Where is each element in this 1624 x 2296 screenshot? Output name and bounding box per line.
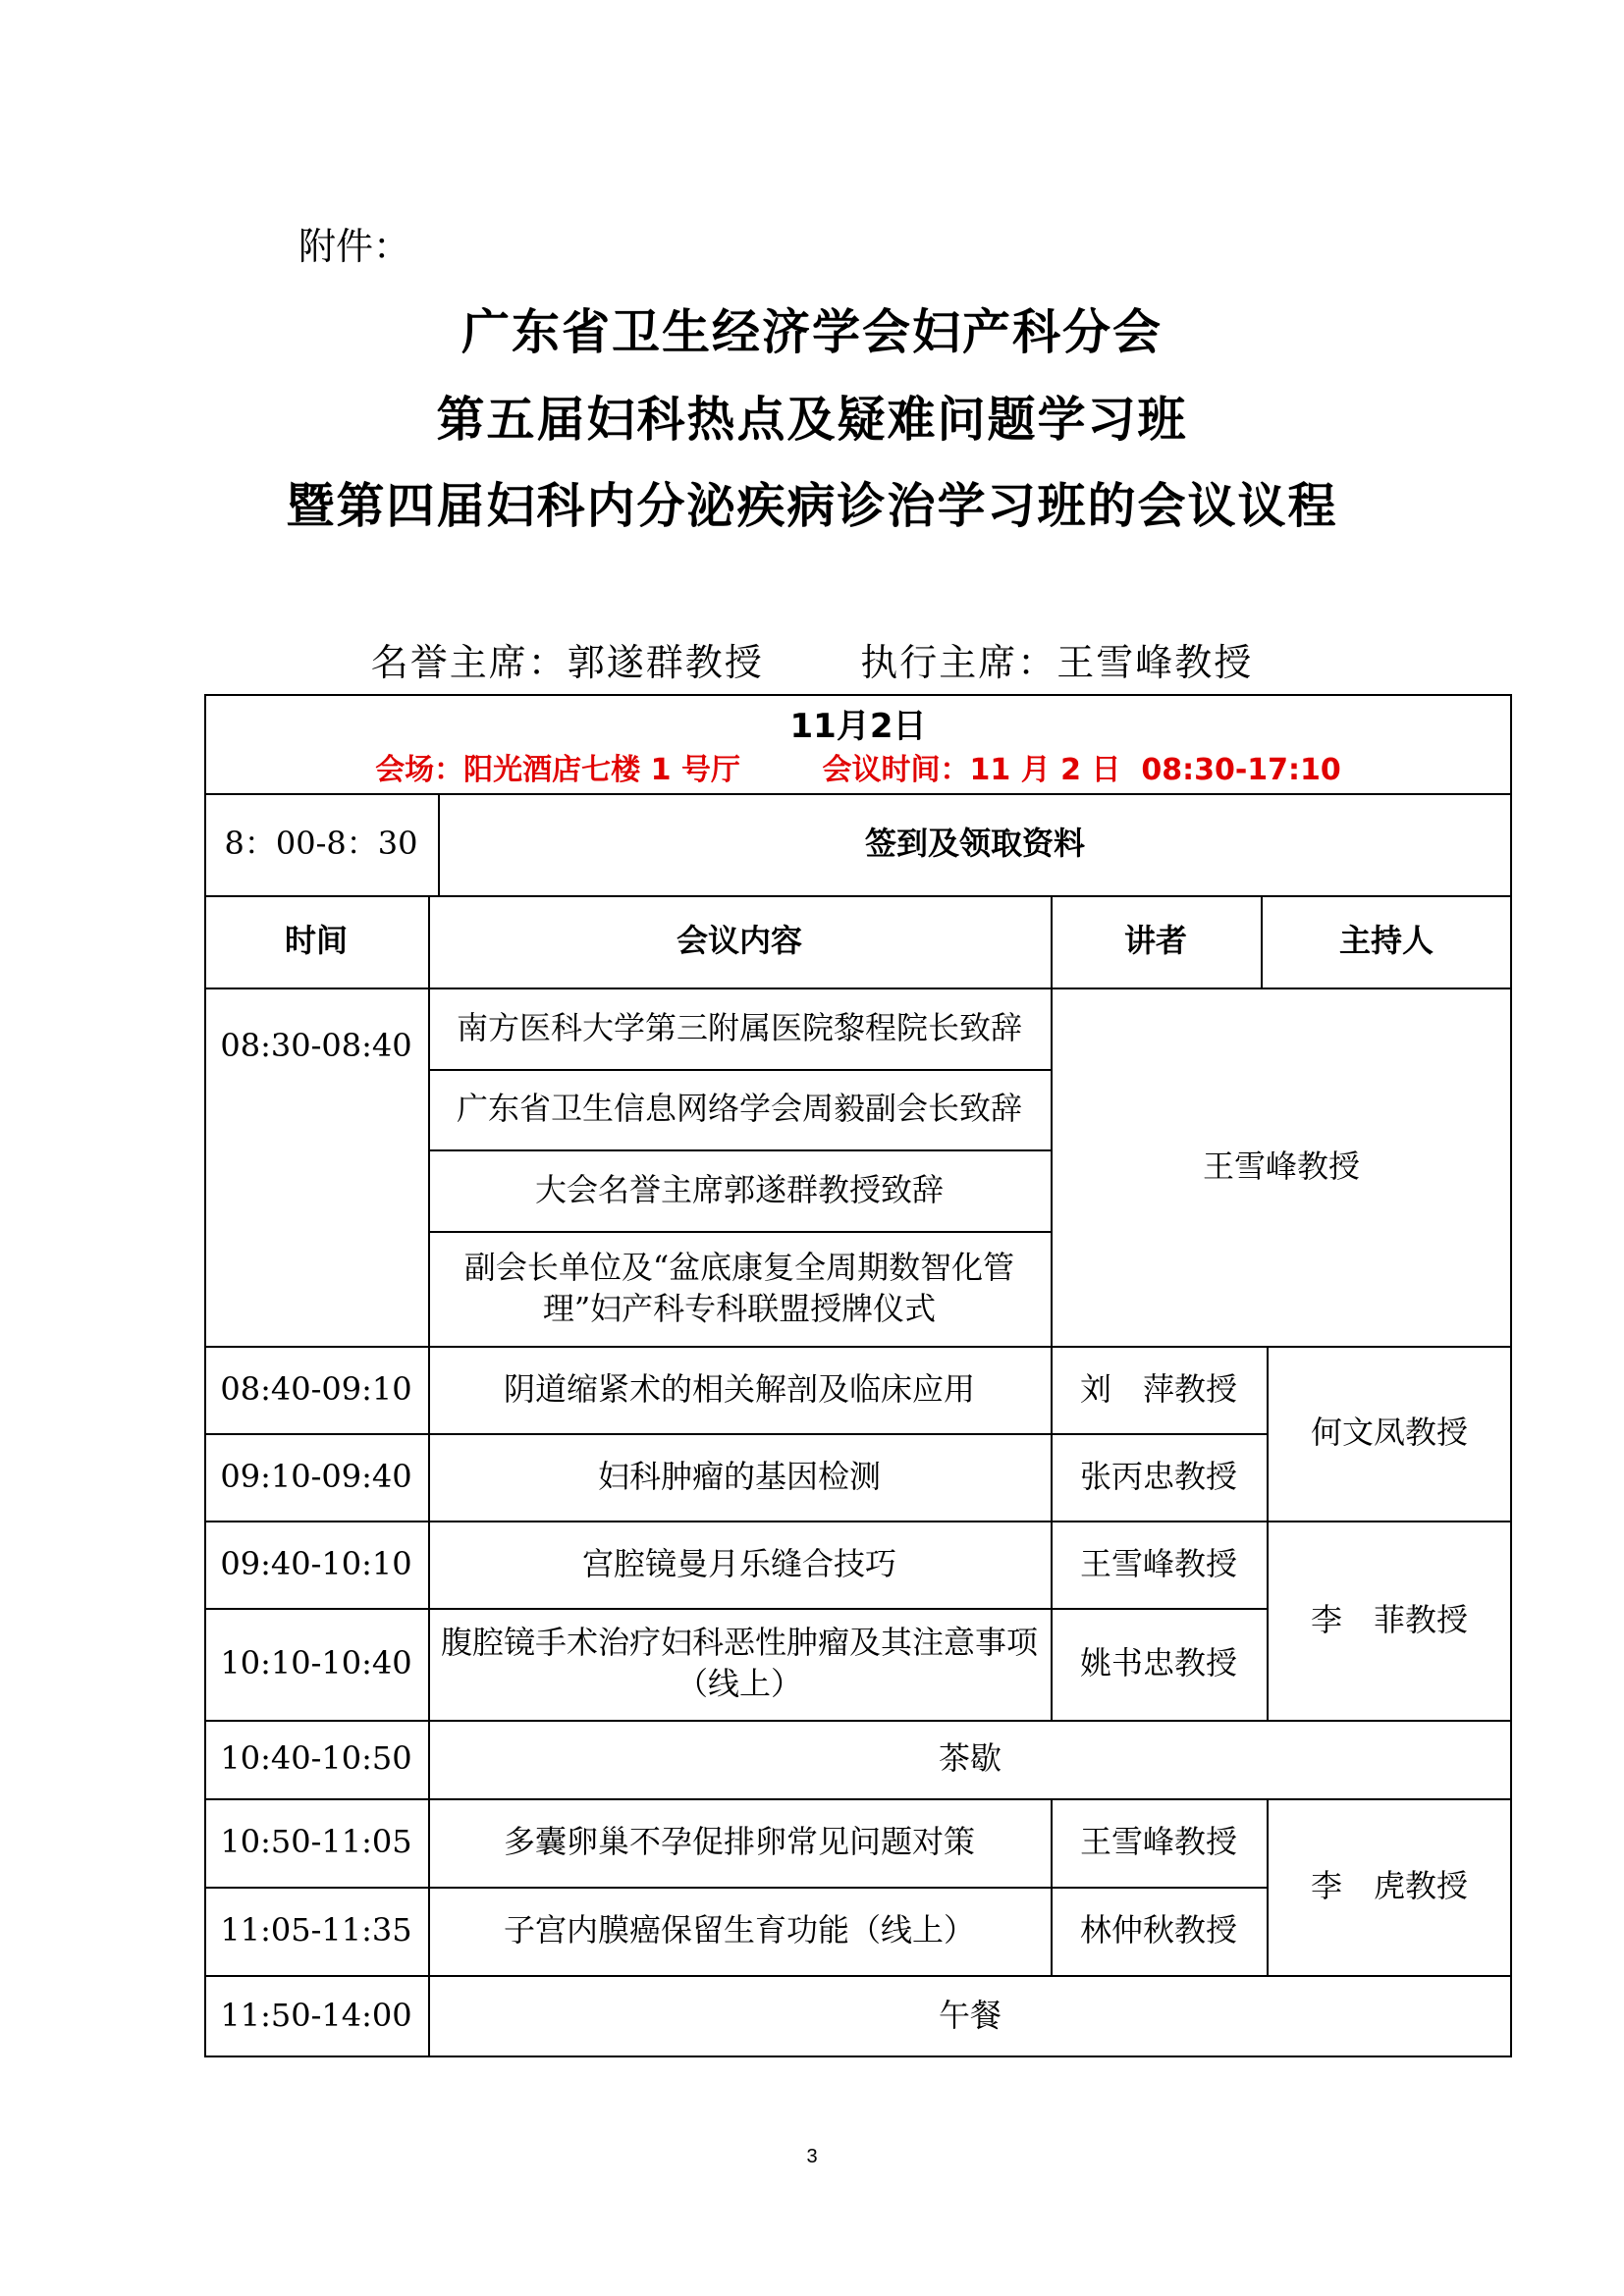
table-row-speaker: 刘 萍教授 — [1079, 1369, 1237, 1408]
registration-time: 8：00-8：30 — [224, 825, 418, 863]
registration-content: 签到及领取资料 — [864, 825, 1085, 863]
table-row-content: 阴道缩紧术的相关解剖及临床应用 — [503, 1369, 975, 1408]
session-host: 李 菲教授 — [1310, 1600, 1468, 1638]
title-line-3: 暨第四届妇科内分泌疾病诊治学习班的会议议程 — [286, 478, 1338, 534]
table-row-time: 11:05-11:35 — [220, 1911, 412, 1949]
table-row-content: 大会名誉主席郭遂群教授致辞 — [534, 1170, 944, 1208]
title-line-2: 第五届妇科热点及疑难问题学习班 — [436, 392, 1188, 448]
attachment-label: 附件： — [298, 225, 411, 268]
header-speaker: 讲者 — [1123, 922, 1187, 960]
table-row-content: 副会长单位及“盆底康复全周期数智化管理”妇产科专科联盟授牌仪式 — [463, 1248, 1015, 1327]
table-row-time: 10:40-10:50 — [220, 1739, 412, 1778]
table-row-time: 10:10-10:40 — [220, 1644, 412, 1682]
lunch: 午餐 — [938, 1997, 1001, 2035]
table-row-content: 妇科肿瘤的基因检测 — [597, 1457, 881, 1495]
table-row-speaker: 王雪峰教授 — [1079, 1823, 1237, 1861]
chairs-line — [0, 632, 1624, 686]
table-row-speaker: 姚书忠教授 — [1079, 1644, 1237, 1682]
table-row-content: 南方医科大学第三附属医院黎程院长致辞 — [456, 1008, 1022, 1046]
table-row-content: 子宫内膜癌保留生育功能（线上） — [503, 1911, 975, 1949]
table-row-time: 11:50-14:00 — [220, 1997, 412, 2035]
honorary-chair: 名誉主席：郭遂群教授 — [370, 641, 764, 684]
header-content: 会议内容 — [676, 922, 802, 960]
table-row-time: 09:10-09:40 — [220, 1457, 412, 1495]
table-row-time: 08:40-09:10 — [220, 1369, 412, 1408]
executive-chair: 执行主席：王雪峰教授 — [860, 641, 1254, 684]
meeting-time: 会议时间：11 月 2 日 08:30-17:10 — [822, 752, 1341, 787]
session-host: 何文凤教授 — [1310, 1414, 1468, 1452]
header-time: 时间 — [284, 922, 348, 960]
table-row-content: 宫腔镜曼月乐缝合技巧 — [581, 1544, 896, 1582]
table-row-content: 多囊卵巢不孕促排卵常见问题对策 — [503, 1823, 975, 1861]
date-heading: 11月2日 — [789, 706, 927, 746]
tea-break: 茶歇 — [938, 1739, 1001, 1778]
table-row-speaker: 林仲秋教授 — [1079, 1911, 1237, 1949]
table-row-time: 09:40-10:10 — [220, 1544, 412, 1582]
title-line-1: 广东省卫生经济学会妇产科分会 — [460, 304, 1163, 360]
table-row-speaker: 张丙忠教授 — [1079, 1457, 1237, 1495]
table-row-time: 08:30-08:40 — [220, 1027, 412, 1065]
page-number: 3 — [806, 2146, 818, 2167]
table-row-time: 10:50-11:05 — [220, 1823, 412, 1861]
session-host: 李 虎教授 — [1310, 1867, 1468, 1905]
venue: 会场：阳光酒店七楼 1 号厅 — [375, 752, 740, 787]
header-host: 主持人 — [1338, 922, 1434, 960]
opening-host: 王雪峰教授 — [1202, 1147, 1360, 1185]
venue-time-line — [204, 749, 1512, 790]
table-row-speaker: 王雪峰教授 — [1079, 1544, 1237, 1582]
table-row-content: 广东省卫生信息网络学会周毅副会长致辞 — [456, 1090, 1022, 1128]
table-row-content: 腹腔镜手术治疗妇科恶性肿瘤及其注意事项（线上） — [440, 1624, 1038, 1702]
